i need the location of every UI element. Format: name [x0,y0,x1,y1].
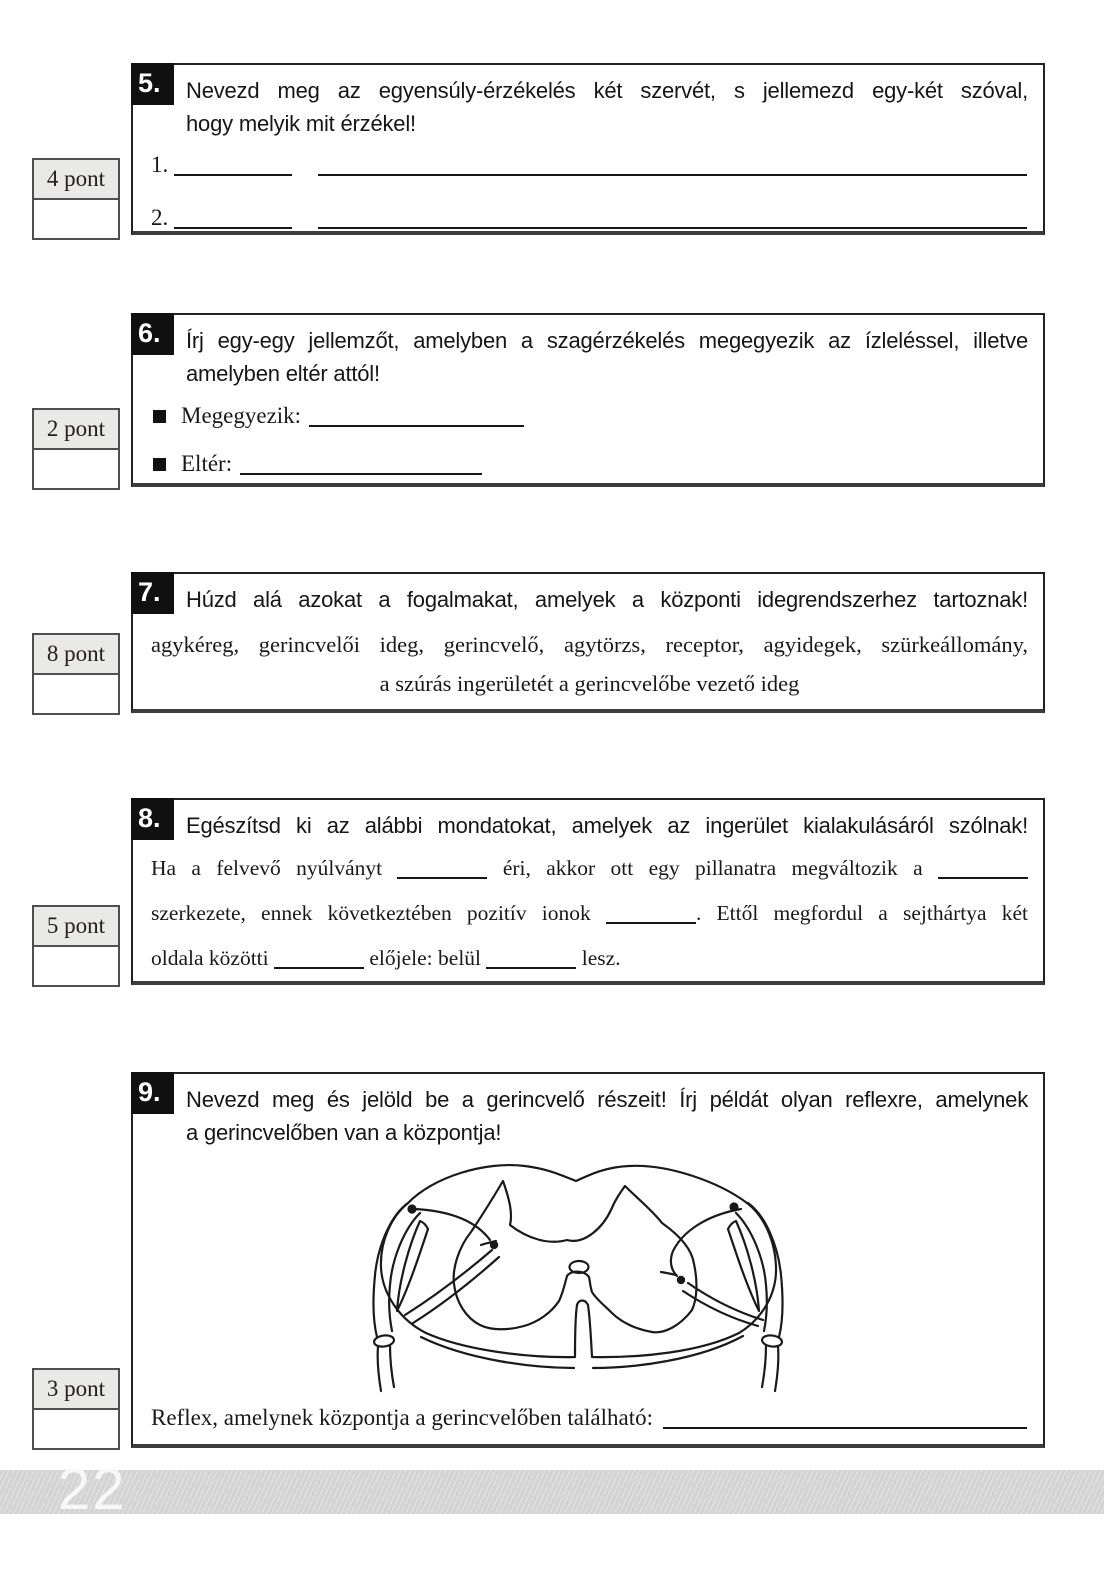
bullet-label: Megegyezik: [181,403,302,428]
sentence-part: Ha a felvevő nyúlványt [151,856,383,880]
fill-in-blank[interactable] [938,872,1028,879]
bullet-row-differs [153,451,1027,477]
square-bullet-icon [153,458,166,471]
fill-in-blank[interactable] [274,962,364,969]
left-inner-neuron-dot [490,1241,498,1249]
question-8-headline: Egészítsd ki az alábbi mondatokat, amelyek az ingerület kialakulásáról szólnak! [186,813,1028,838]
points-label: 4 pont [34,160,118,200]
bullet-label: Eltér: [181,451,233,476]
answer-blank-short[interactable] [174,169,292,176]
points-box-q5 [32,158,120,240]
question-9-headline-line2: a gerincvelőben van a központja! [186,1120,502,1145]
answer-blank-long[interactable] [318,169,1027,176]
points-box-q9 [32,1368,120,1450]
left-ganglion-dot [407,1204,416,1213]
question-5-box [131,63,1045,235]
term-list-line1[interactable]: agykéreg, gerincvelői ideg, gerincvelő, agytörzs, receptor, agyidegek, szürkeállomány, [151,632,1028,657]
points-box-q6 [32,408,120,490]
answer-blank[interactable] [309,420,524,427]
points-label: 3 pont [34,1370,118,1410]
question-9-box [131,1072,1045,1448]
reflex-answer-row [151,1405,1027,1431]
page-number: 22 [58,1457,127,1522]
question-9-headline [186,1083,1028,1149]
bullet-row-same [153,403,1027,429]
answer-blank-short[interactable] [174,222,292,229]
gray-matter-butterfly [454,1181,697,1332]
question-5-number-badge: 5. [131,63,174,105]
question-6-number-badge: 6. [131,313,174,355]
points-score-cell[interactable] [34,200,118,238]
question-7-box [131,572,1045,713]
question-6-headline-line2: amelyben eltér attól! [186,361,380,386]
question-5-headline [186,74,1028,140]
sentence-part: szerkezete, ennek következtében pozitív ionok [151,901,591,925]
right-ganglion-dot [729,1202,738,1211]
answer-blank-long[interactable] [318,222,1027,229]
answer-row-2 [151,205,1027,231]
question-6-box [131,313,1045,487]
question-8-number-badge: 8. [131,798,174,840]
points-label: 5 pont [34,907,118,947]
question-7-headline: Húzd alá azokat a fogalmakat, amelyek a központi idegrendszerhez tartoznak! [186,587,1028,612]
sentence-part: lesz. [581,946,621,970]
question-5-headline-line2: hogy melyik mit érzékel! [186,111,416,136]
question-9-headline-line1: Nevezd meg és jelöld be a gerincvelő részeit! Írj példát olyan reflexre, amelynek [186,1087,1028,1112]
square-bullet-icon [153,410,166,423]
sentence-part: éri, akkor ott egy pillanatra megváltozik a [502,856,923,880]
term-list-line2[interactable]: a szúrás ingerületét a gerincvelőbe vezető ideg [379,671,800,696]
sentence-part: előjele: belül [369,946,482,970]
points-score-cell[interactable] [34,675,118,713]
answer-row-1 [151,152,1027,178]
question-9-number-badge: 9. [131,1072,174,1114]
question-7-number-badge: 7. [131,572,174,614]
answer-row-label: 1. [151,152,169,177]
reflex-label: Reflex, amelynek központja a gerincvelőben található: [151,1405,653,1430]
points-score-cell[interactable] [34,450,118,488]
fill-in-blank[interactable] [486,962,576,969]
points-label: 8 pont [34,635,118,675]
sentence-part: . Ettől megfordul a sejthártya két [695,901,1029,925]
points-label: 2 pont [34,410,118,450]
question-5-headline-line1: Nevezd meg az egyensúly-érzékelés két szervét, s jellemezd egy-két szóval, [186,78,1028,103]
points-box-q7 [32,633,120,715]
fill-in-line-2 [151,901,1028,926]
fill-in-line-3 [151,946,1028,971]
question-8-box [131,798,1045,985]
fill-in-blank[interactable] [397,872,487,879]
question-6-headline [186,324,1028,390]
right-inner-neuron-dot [677,1276,685,1284]
points-box-q8 [32,905,120,987]
answer-blank[interactable] [240,468,482,475]
spinal-cord-diagram[interactable] [363,1152,793,1404]
answer-row-label: 2. [151,205,169,230]
answer-blank[interactable] [663,1422,1027,1429]
points-score-cell[interactable] [34,947,118,985]
sentence-part: oldala közötti [151,946,269,970]
question-6-headline-line1: Írj egy-egy jellemzőt, amelyben a szagérzékelés megegyezik az ízleléssel, illetve [186,328,1028,353]
footer-bar [0,1457,1104,1522]
points-score-cell[interactable] [34,1410,118,1448]
fill-in-blank[interactable] [606,917,696,924]
fill-in-line-1 [151,856,1028,881]
